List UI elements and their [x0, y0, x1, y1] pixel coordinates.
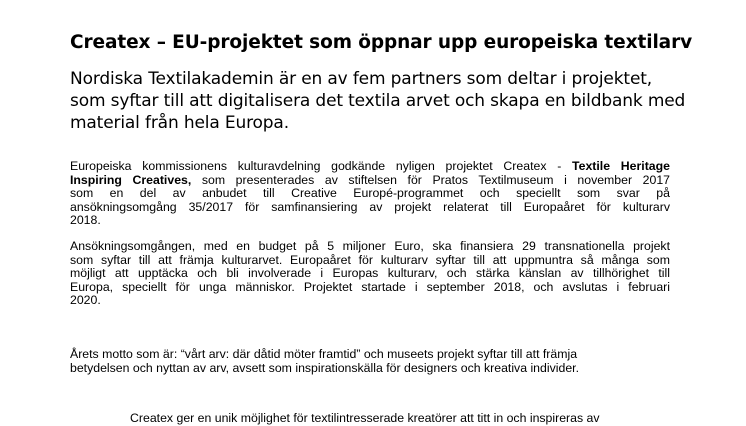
paragraph-1	[70, 160, 670, 228]
subtitle-line: Nordiska Textilakademin är en av fem partners som deltar i projektet,	[70, 69, 653, 89]
paragraph-line: som syftar till att främja kulturarvet. Europaåret för kulturarv syftar till att uppmuntra så många som	[70, 252, 670, 267]
text-run: som presenterades av stiftelsen för Pratos Textilmuseum i november 2017	[191, 172, 671, 187]
paragraph-2	[70, 240, 670, 308]
paragraph-line: 2020.	[70, 293, 101, 308]
document-subtitle	[70, 68, 686, 134]
paragraph-line: Årets motto som är: “vårt arv: där dåtid möter framtid” och museets projekt syftar till att främja	[70, 347, 578, 361]
paragraph-line: ansökningsomgång 35/2017 för samfinansiering av projekt relaterat till Europaåret för kulturarv	[70, 199, 670, 214]
paragraph-line	[70, 174, 670, 188]
subtitle-line: material från hela Europa.	[70, 113, 289, 133]
paragraph-line: Createx ger en unik möjlighet för textilintresserade kreatörer att titt in och inspireras av	[130, 411, 600, 425]
paragraph-line: möjligt att upptäcka och bli involverade i Europas kulturarv, och stärka känslan av tillhörighet till	[70, 266, 670, 281]
paragraph-line: Ansökningsomgången, med en budget på 5 miljoner Euro, ska finansiera 29 transnationella projekt	[70, 239, 670, 253]
paragraph-3	[70, 348, 670, 375]
paragraph-line: som en del av anbudet till Creative Europé-programmet och speciellt som svar på	[70, 186, 670, 201]
text-run-bold: Textile Heritage	[572, 159, 670, 173]
document-title: Createx – EU-projektet som öppnar upp europeiska textilarv	[70, 32, 693, 53]
subtitle-line: som syftar till att digitalisera det textila arvet och skapa en bildbank med	[70, 91, 686, 111]
paragraph-line: betydelsen och nyttan av arv, avsett som inspirationskälla för designers och kreativa individer.	[70, 360, 579, 375]
text-run: Europeiska kommissionens kulturavdelning godkände nyligen projektet Createx -	[70, 159, 573, 173]
paragraph-line: Europa, speciellt för unga människor. Projektet startade i september 2018, och avslutas i februari	[70, 279, 670, 294]
paragraph-line	[70, 160, 670, 174]
paragraph-line: 2018.	[70, 213, 101, 228]
text-run-bold: Inspiring Creatives,	[70, 172, 192, 187]
